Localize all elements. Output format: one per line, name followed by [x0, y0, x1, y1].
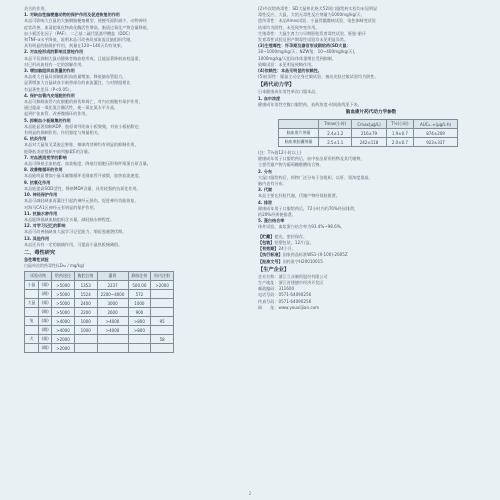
table-cell: 2400	[74, 299, 97, 308]
text-line: 有显著性差异（P<0.05）。	[24, 86, 74, 92]
table-cell: 1000	[74, 317, 97, 326]
text-line: 本品对大鼠角叉菜胶足肿胀、棉球肉芽肿均有明显的抑制作用，	[24, 142, 139, 148]
text-line: 对已形成血栓有一定的溶解作用。	[24, 61, 86, 67]
text-line: 血小板活化因子（PAF）、二乙基二硫代氨基甲酸盐（DDC）	[24, 30, 133, 36]
table-cell	[97, 335, 128, 344]
table-cell: 923±337	[414, 138, 458, 147]
table-header-cell: AUC₀₋∞(μg/L·h)	[414, 120, 458, 129]
table-header-cell: 灌胃	[97, 272, 128, 281]
text-line: 本品可降低全血粘度、血浆粘度，降低红细胞压积和纤维蛋白原含量。	[24, 161, 151, 167]
text-line: 本品主要在肝脏代谢，代谢产物经肾脏排泄。	[258, 193, 340, 199]
text-line: 生殖毒性：大鼠生育力与早期胚胎发育毒性试验、胚胎-胎仔	[258, 30, 366, 36]
table-cell: (雌)	[39, 308, 52, 317]
text-line: 30~1000mg/kg/天；NZW兔：10~400mg/kg/天)，	[258, 49, 359, 55]
table-cell: 大鼠	[25, 299, 39, 308]
table-cell: >5000	[52, 290, 75, 299]
text-line: 结果均为阴性，未见致突变作用。	[258, 24, 320, 30]
text-line: 本品不仅抑制大鼠动静脉旁路血栓形成，且能显著降低血栓湿重，	[24, 55, 143, 61]
table-row	[25, 335, 174, 344]
text-line: 4. 排泄	[258, 199, 273, 205]
text-line: 网 址：www.youxiljian.com	[258, 304, 320, 310]
info-value: 国家药品标准WS1-(X-100)-2005Z	[282, 252, 348, 258]
manufacturer-heading: 【生产企业】	[258, 266, 290, 273]
text-line: 约20%经粪便排泄。	[258, 212, 296, 218]
text-line: 1. 血中浓度	[258, 95, 281, 101]
info-row	[258, 259, 484, 265]
table-cell: 兔	[25, 317, 39, 326]
text-line: 4. 保护血管内皮细胞的作用	[24, 92, 75, 98]
table-cell	[151, 290, 174, 299]
pk-table-caption: 脑血康片药代动力学参数	[345, 110, 397, 116]
table-row	[25, 299, 174, 308]
text-line: 本品使大白鼠局部脑组织血流量增加，降低脑血管阻力，	[24, 74, 127, 80]
table-cell: >2000	[151, 281, 174, 290]
text-line: 7. 对血液流变学的影响	[24, 154, 67, 160]
text-line: 企业名称：浙江立众制药股份有限公司	[258, 273, 328, 279]
table-cell: 2200	[74, 308, 97, 317]
table-cell: 572	[128, 290, 151, 299]
text-line: (注：T½值12小时以上)	[258, 150, 302, 156]
text-line: 电话号码：0571-64090256	[258, 292, 312, 298]
text-line: 和TNF-α水平降低，说明本品可改善局部血流及脑组织代谢，	[24, 37, 135, 43]
text-line: (3)生殖毒性：怀孕期及器官形成期给药(SD大鼠：	[258, 43, 351, 49]
table-cell: 1.9±0.7	[386, 129, 413, 138]
toxicity-table	[24, 271, 174, 353]
table-cell: 58	[151, 335, 174, 344]
table-cell: >4000	[52, 317, 75, 326]
table-cell	[97, 344, 128, 353]
text-line: 生产地址：浙江省建德市经济开发区	[258, 279, 324, 285]
text-line: 传真号码：0571-64090256	[258, 298, 312, 304]
table-cell: >5000	[52, 281, 75, 290]
toxicity-subheading: 急性毒性试验	[24, 256, 49, 262]
table-cell: >800	[128, 326, 151, 335]
text-line: 脑内也有分布。	[258, 181, 287, 187]
table-cell: 95	[151, 317, 174, 326]
text-line: 健康成年男子口服给药后，72小时内约70%经尿排泄，	[258, 205, 359, 211]
text-line: 10. 神经保护作用	[24, 192, 58, 198]
text-line: 具有明显的脑保护作用，剂量在120~140天均有效果。	[24, 43, 125, 49]
table-cell: 216±79	[352, 129, 386, 138]
table-header-cell: Tmax(小时)	[319, 120, 352, 129]
info-value: 遮光，密封保存。	[274, 233, 308, 239]
table-cell	[25, 326, 39, 335]
table-row	[25, 308, 174, 317]
info-key: 【有效期】	[258, 246, 279, 252]
text-line: 本品能提高SOD活性，降低MDA含量，具有较强的抗氧化作用。	[24, 185, 141, 191]
text-line: 本品能明显增加小鼠耳廓微循环毛细血管开放数，加快血流速度。	[24, 173, 143, 179]
table-cell: 874±209	[414, 129, 458, 138]
text-line: 本品还具有一定的镇痛作用，可提高小鼠热板痛阈值。	[24, 241, 123, 247]
table-header-cell	[279, 120, 319, 129]
table-header-cell: 肌内注射	[151, 272, 174, 281]
table-cell: 犬	[25, 335, 39, 344]
text-line: 本品可改善脑缺血大鼠学习记忆能力，缩短逃避潜伏期。	[24, 229, 127, 235]
table-cell: 2600	[97, 308, 128, 317]
table-cell	[25, 344, 39, 353]
table-header-cell: 试验动物	[25, 272, 52, 281]
info-key: 【执行标准】	[258, 252, 283, 258]
table-header-cell: 腹腔注射	[74, 272, 97, 281]
text-line: 体外试验，血浆蛋白结合率为93.4%~98.6%。	[258, 224, 345, 230]
toxicity-table-caption: 白鼠单次给药毒性(LD₅₀ / mg/kg)	[24, 263, 85, 269]
text-line: 5. 抑制血小板聚集的作用	[24, 117, 71, 123]
table-cell	[151, 326, 174, 335]
table-row	[25, 281, 174, 290]
table-cell	[151, 344, 174, 353]
table-cell: >4000	[97, 326, 128, 335]
table-cell: 1353	[74, 281, 97, 290]
text-line: 1. 对缺血性脑梗塞动物的保护作用及促进恢复的作用	[24, 12, 120, 18]
table-cell	[151, 299, 174, 308]
text-line: 有明显的抑制作用，作用强度与剂量相关。	[24, 130, 102, 136]
text-line: 6. 抗炎作用	[24, 136, 47, 142]
table-cell: 1000	[128, 299, 151, 308]
manufacturer-info	[258, 274, 484, 311]
text-line: 5. 蛋白结合率	[258, 218, 285, 224]
text-line: 显著增加大白鼠缺血半暗带部位的血流灌注，与对照组相比	[24, 80, 131, 86]
info-value: 铝塑包装，12片/盒。	[274, 239, 314, 245]
text-line: (4)依赖性：本品无明显的依赖性。	[258, 68, 322, 74]
text-line: 能降低炎症组织中前列腺素E的含量。	[24, 148, 93, 154]
table-cell: 2200~4000	[97, 290, 128, 299]
text-line: 2. 对血栓形成的影响及溶栓作用	[24, 49, 84, 55]
text-line: 邮政编码：311600	[258, 286, 295, 292]
text-line: 9. 抗氧化作用	[24, 179, 51, 185]
table-cell: 2237	[97, 281, 128, 290]
table-cell	[74, 344, 97, 353]
text-line: 起到扩张血管、改善微循环的作用。	[24, 111, 90, 117]
text-line: 本品能显著抑制ADP、胶原诱导的血小板聚集，对血小板粘附也	[24, 123, 139, 129]
pharmacokinetics-table	[278, 119, 458, 147]
pharmacokinetics-heading: 【药代动力学】	[258, 82, 295, 89]
table-cell: >4000	[52, 326, 75, 335]
info-key: 【批准文号】	[258, 258, 283, 264]
table-cell: >800	[128, 317, 151, 326]
page-number: 2	[248, 491, 252, 496]
text-line: 3. 代谢	[258, 187, 273, 193]
toxicity-heading: 二、毒性研究	[24, 249, 56, 256]
text-line: (2)多次给药毒性：SD大鼠和比格犬52周口服给药实验均未见明显	[258, 6, 378, 11]
info-key: 【包装】	[258, 239, 275, 245]
table-cell: 3000	[97, 299, 128, 308]
table-cell: 242±118	[352, 138, 386, 147]
table-cell: 500.00	[128, 281, 151, 290]
pharmacokinetics-text	[258, 89, 484, 108]
product-info	[258, 234, 484, 265]
table-cell: 脑血康片剂量	[279, 129, 319, 138]
text-line: 毒性反应，大鼠、犬的无毒性反应剂量为1000mg/kg/天。	[258, 12, 365, 18]
text-line: 对海马CA1区神经元有明显的保护作用。	[24, 204, 98, 210]
info-key: 【贮藏】	[258, 233, 275, 239]
table-row	[25, 317, 174, 326]
table-cell	[25, 290, 39, 299]
text-line: 2. 分布	[258, 168, 273, 174]
table-cell: 2.5±1.1	[319, 138, 352, 147]
text-line: 1000mg/kg/天组母体体重增长受到抑制。	[258, 55, 336, 61]
text-line: 通过提高一氧化氮合酶活性，使一氧化氮水平升高，	[24, 105, 119, 111]
table-cell: 1524	[74, 290, 97, 299]
right-body-text	[258, 6, 484, 80]
text-line: 本品能降低缺血脑组织含水量，减轻脑水肿程度。	[24, 216, 115, 222]
text-line: 13. 其他作用	[24, 235, 50, 241]
table-cell: (雌)	[39, 326, 52, 335]
info-value: 24个月。	[278, 246, 296, 252]
text-line: 12. 对学习记忆的影响	[24, 223, 66, 229]
table-cell	[128, 335, 151, 344]
table-cell: 2.0±0.7	[386, 138, 413, 147]
table-cell: 1000	[74, 326, 97, 335]
text-line: (5)抗原性：豚鼠主动全身过敏试验、被动皮肤过敏试验均为阴性。	[258, 74, 379, 80]
table-cell	[25, 308, 39, 317]
text-line: 8. 改善微循环的作用	[24, 167, 63, 173]
table-cell	[128, 344, 151, 353]
table-header-cell: T½(小时)	[386, 120, 413, 129]
text-line: 本品可影响大白鼠的大脑侧脑梗塞模型，使梗死面积减少，动物神经	[24, 18, 147, 24]
right-column	[258, 6, 484, 311]
text-line: 本品可抑制血管内皮细胞的损伤和凋亡，对内皮细胞有保护作用，	[24, 99, 143, 105]
table-cell: (雄)	[39, 299, 52, 308]
text-line: 11. 抗脑水肿作用	[24, 210, 58, 216]
text-line: 发育毒性试验及围产期毒性试验均未见明显异常。	[258, 37, 349, 43]
text-line: 3. 增加脑组织血流量的作用	[24, 68, 75, 74]
table-cell: (雄)	[39, 335, 52, 344]
table-cell: 小鼠	[25, 281, 39, 290]
text-line: 遗传毒性：本品Ames试验、小鼠骨髓微核试验、染色体畸变试验	[258, 18, 376, 24]
table-cell: (雌)	[39, 344, 52, 353]
table-row	[25, 344, 174, 353]
table-row	[279, 129, 458, 138]
table-cell: (雄)	[39, 281, 52, 290]
left-column	[24, 6, 256, 356]
text-line: 大鼠口服给药后，药物广泛分布于各组织，以肝、肾浓度最高，	[258, 174, 373, 180]
table-cell: (雌)	[39, 290, 52, 299]
table-header-cell: Cmax(μg/L)	[352, 120, 386, 129]
table-cell	[74, 335, 97, 344]
text-line: 本品可减轻缺血再灌注引起的神经元损伤，促进神经功能恢复，	[24, 198, 139, 204]
text-line: 健康成年男性空腹口服给药，血药浓度-时间曲线见下表。	[258, 101, 362, 107]
left-body-text	[24, 6, 256, 248]
text-line: 致畸试验：未见明显致畸作用。	[258, 61, 316, 67]
table-cell: (雄)	[39, 317, 52, 326]
text-line: 主要代谢产物为葡萄糖醛酸结合物。	[258, 162, 324, 168]
info-value: 国药准字H20010015	[282, 258, 323, 264]
text-line: 健康成年男子口服给药后，血中检出原形药物及其代谢物，	[258, 156, 365, 162]
table-row	[25, 326, 174, 335]
table-cell	[151, 308, 174, 317]
table-cell: >2000	[52, 344, 75, 353]
table-cell: >2000	[52, 335, 75, 344]
pharmacokinetics-details	[258, 150, 484, 231]
text-line: 症状改善，血清超氧化物歧化酶活性增高，脂质过氧化产物含量降低，	[24, 24, 151, 30]
table-header-cell: 给药途径	[52, 272, 75, 281]
table-row	[25, 290, 174, 299]
table-cell: >5000	[52, 308, 75, 317]
table-cell: 2.4±1.2	[319, 129, 352, 138]
table-header-cell: 静脉注射	[128, 272, 151, 281]
table-row	[279, 138, 458, 147]
text-line: 日本健康成年男性单次口服本品，	[258, 89, 320, 95]
table-cell: >4000	[97, 317, 128, 326]
table-cell: >5000	[52, 299, 75, 308]
text-line: 炎合的作用。	[24, 6, 49, 11]
table-cell: 900	[128, 308, 151, 317]
table-cell: 脑血康胶囊剂量	[279, 138, 319, 147]
